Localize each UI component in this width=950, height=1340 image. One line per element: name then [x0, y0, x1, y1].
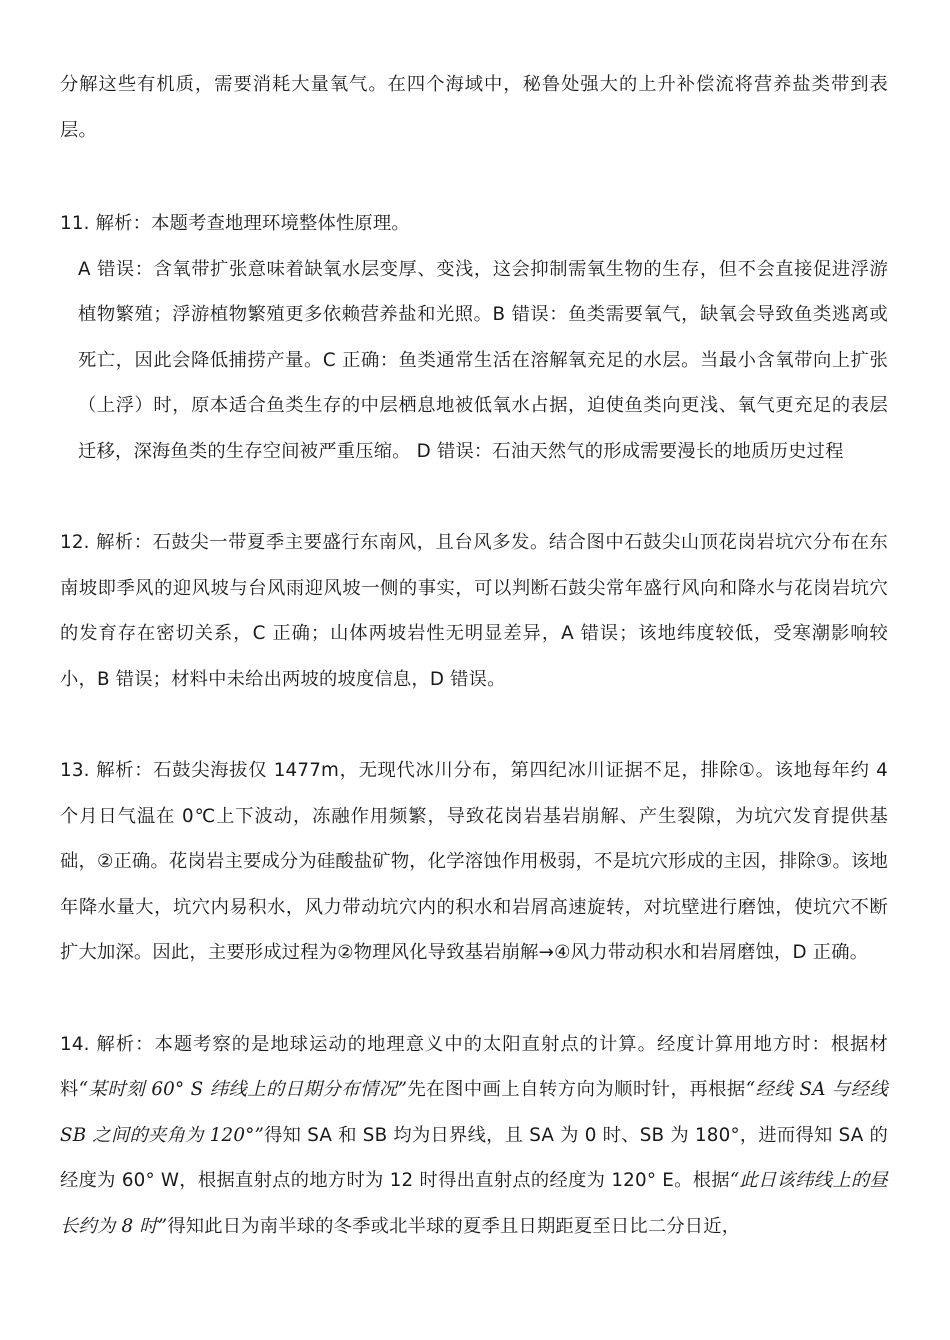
q14-quote-2: “经线 SA 与经线 SB 之间的夹角为 120°”	[60, 1079, 888, 1146]
q14-quote-1: “某时刻 60° S 纬线上的日期分布情况”	[78, 1079, 408, 1100]
q14-text-3: 得知 SA 和 SB 均为日界线，且 SA 为 0 时、SB 为 180°，进而得知 SA 的经度为 60° W，根据直射点的地方时为 12 时得出直射点的经度为 120° E。根据	[60, 1124, 888, 1191]
q12-paragraph: 12. 解析：石鼓尖一带夏季主要盛行东南风，且台风多发。结合图中石鼓尖山顶花岗岩坑穴分布在东南坡即季风的迎风坡与台风雨迎风坡一侧的事实，可以判断石鼓尖常年盛行风向和降水与花岗岩坑穴的发育存在密切关系，C 正确；山体两坡岩性无明显差异，A 错误；该地纬度较低，受寒潮影响较小，B 错误；材料中未给出两坡的坡度信息，D 错误。	[60, 532, 888, 690]
q14-text-4: 得知此日为南半球的冬季或北半球的夏季且日期距夏至日比二分日近，	[167, 1215, 741, 1237]
q11-heading: 11. 解析：本题考查地理环境整体性原理。	[60, 213, 410, 234]
q14-text-2: 先在图中画上自转方向为顺时针，再根据	[407, 1079, 746, 1100]
answer-page	[60, 62, 888, 1249]
q11-body: A 错误：含氧带扩张意味着缺氧水层变厚、变浅，这会抑制需氧生物的生存，但不会直接促进浮游植物繁殖；浮游植物繁殖更多依赖营养盐和光照。B 错误：鱼类需要氧气，缺氧会导致鱼类逃离或死亡，因此会降低捕捞产量。C 正确：鱼类通常生活在溶解氧充足的水层。当最小含氧带向上扩张（上浮）时，原本适合鱼类生存的中层栖息地被低氧水占据，迫使鱼类向更浅、氧气更充足的表层迁移，深海鱼类的生存空间被严重压缩。 D 错误：石油天然气的形成需要漫长的地质历史过程	[78, 258, 888, 462]
q14-quote-3: “此日该纬线上的昼长约为 8 时”	[60, 1170, 888, 1237]
q13-paragraph: 13. 解析：石鼓尖海拔仅 1477m，无现代冰川分布，第四纪冰川证据不足，排除①。该地每年约 4 个月日气温在 0℃上下波动，冻融作用频繁，导致花岗岩基岩崩解、产生裂隙，为坑穴发育提供基础，②正确。花岗岩主要成分为硅酸盐矿物，化学溶蚀作用极弱，不是坑穴形成的主因，排除③。该地年降水量大，坑穴内易积水，风力带动坑穴内的积水和岩屑高速旋转，对坑壁进行磨蚀，使坑穴不断扩大加深。因此，主要形成过程为②物理风化导致基岩崩解→④风力带动积水和岩屑磨蚀，D 正确。	[60, 760, 888, 963]
q14-text-1: 14. 解析：本题考察的是地球运动的地理意义中的太阳直射点的计算。经度计算用地方时：根据材料	[60, 1033, 888, 1100]
q14-paragraph	[60, 1022, 888, 1250]
intro-paragraph: 分解这些有机质，需要消耗大量氧气。在四个海域中，秘鲁处强大的上升补偿流将营养盐类带到表层。	[60, 74, 888, 141]
